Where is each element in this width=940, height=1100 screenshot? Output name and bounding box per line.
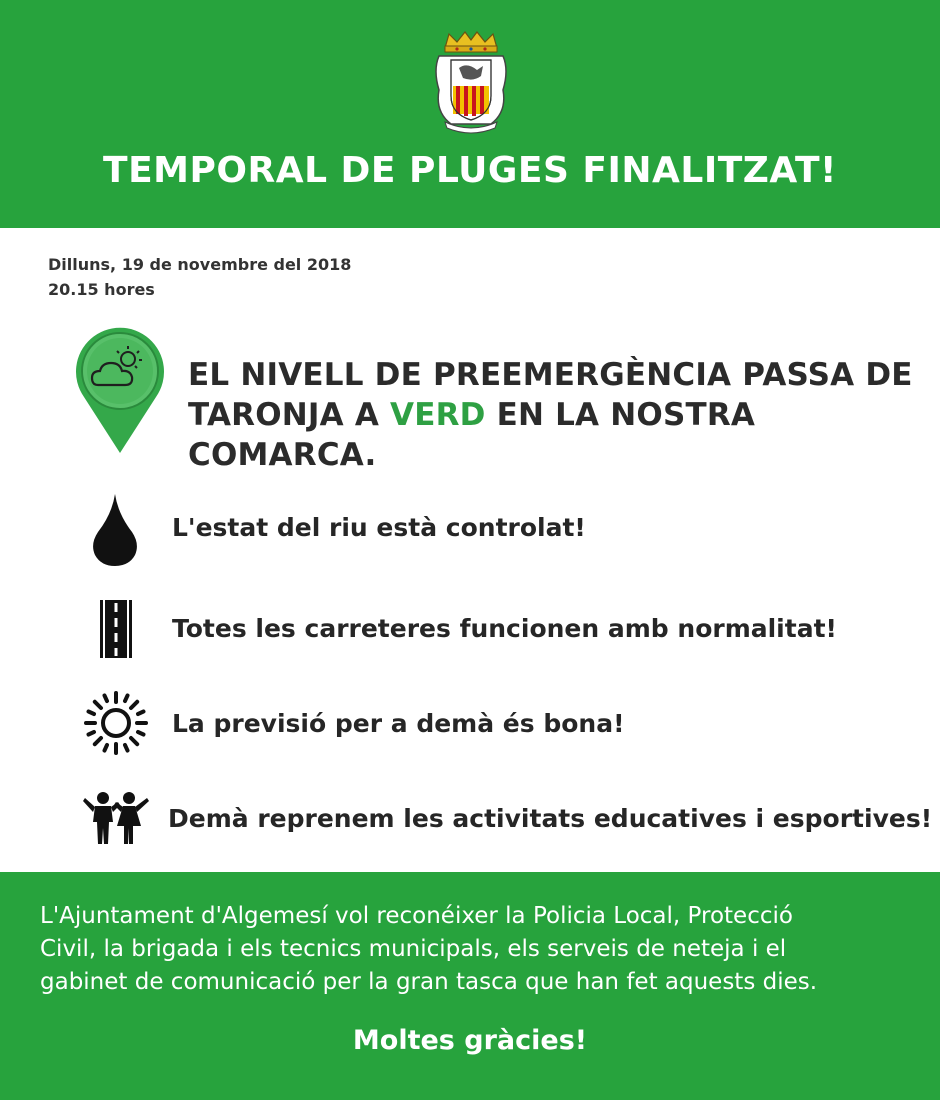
page-title: TEMPORAL DE PLUGES FINALITZAT! bbox=[103, 150, 837, 191]
headline-line-2 bbox=[188, 395, 928, 475]
headline-line-1: EL NIVELL DE PREEMERGÈNCIA PASSA DE bbox=[188, 357, 913, 393]
forecast-text: La previsió per a demà és bona! bbox=[172, 709, 625, 738]
acknowledgement-line-1: L'Ajuntament d'Algemesí vol reconéixer la Policia Local, Protecció bbox=[40, 903, 793, 929]
date-block bbox=[48, 252, 351, 302]
acknowledgement-line-2: Civil, la brigada i els tecnics municipals, els serveis de neteja i el bbox=[40, 936, 787, 962]
footer-banner bbox=[0, 872, 940, 1100]
roads-status-text: Totes les carreteres funcionen amb normalitat! bbox=[172, 614, 837, 643]
acknowledgement-text bbox=[40, 900, 910, 999]
weather-location-pin-icon bbox=[74, 325, 166, 455]
headline-part-2: TARONJA A bbox=[188, 397, 380, 433]
header-banner bbox=[0, 0, 940, 228]
river-status-text: L'estat del riu està controlat! bbox=[172, 513, 586, 542]
closing-thanks: Moltes gràcies! bbox=[352, 1025, 588, 1056]
headline-part-3: EN LA NOSTRA COMARCA. bbox=[188, 397, 756, 473]
activities-text: Demà reprenem les activitats educatives i esportives! bbox=[168, 804, 933, 833]
date-time: 20.15 hores bbox=[48, 280, 155, 299]
date-day: Dilluns, 19 de novembre del 2018 bbox=[48, 255, 352, 274]
town-crest-icon bbox=[431, 30, 511, 134]
water-drop-icon bbox=[90, 492, 140, 568]
children-icon bbox=[83, 790, 149, 846]
acknowledgement-line-3: gabinet de comunicació per la gran tasca que han fet aquests dies. bbox=[40, 969, 818, 995]
sun-icon bbox=[83, 690, 149, 756]
preemergency-headline bbox=[188, 355, 928, 475]
road-icon bbox=[98, 600, 134, 658]
headline-highlight-verd: VERD bbox=[390, 397, 486, 433]
